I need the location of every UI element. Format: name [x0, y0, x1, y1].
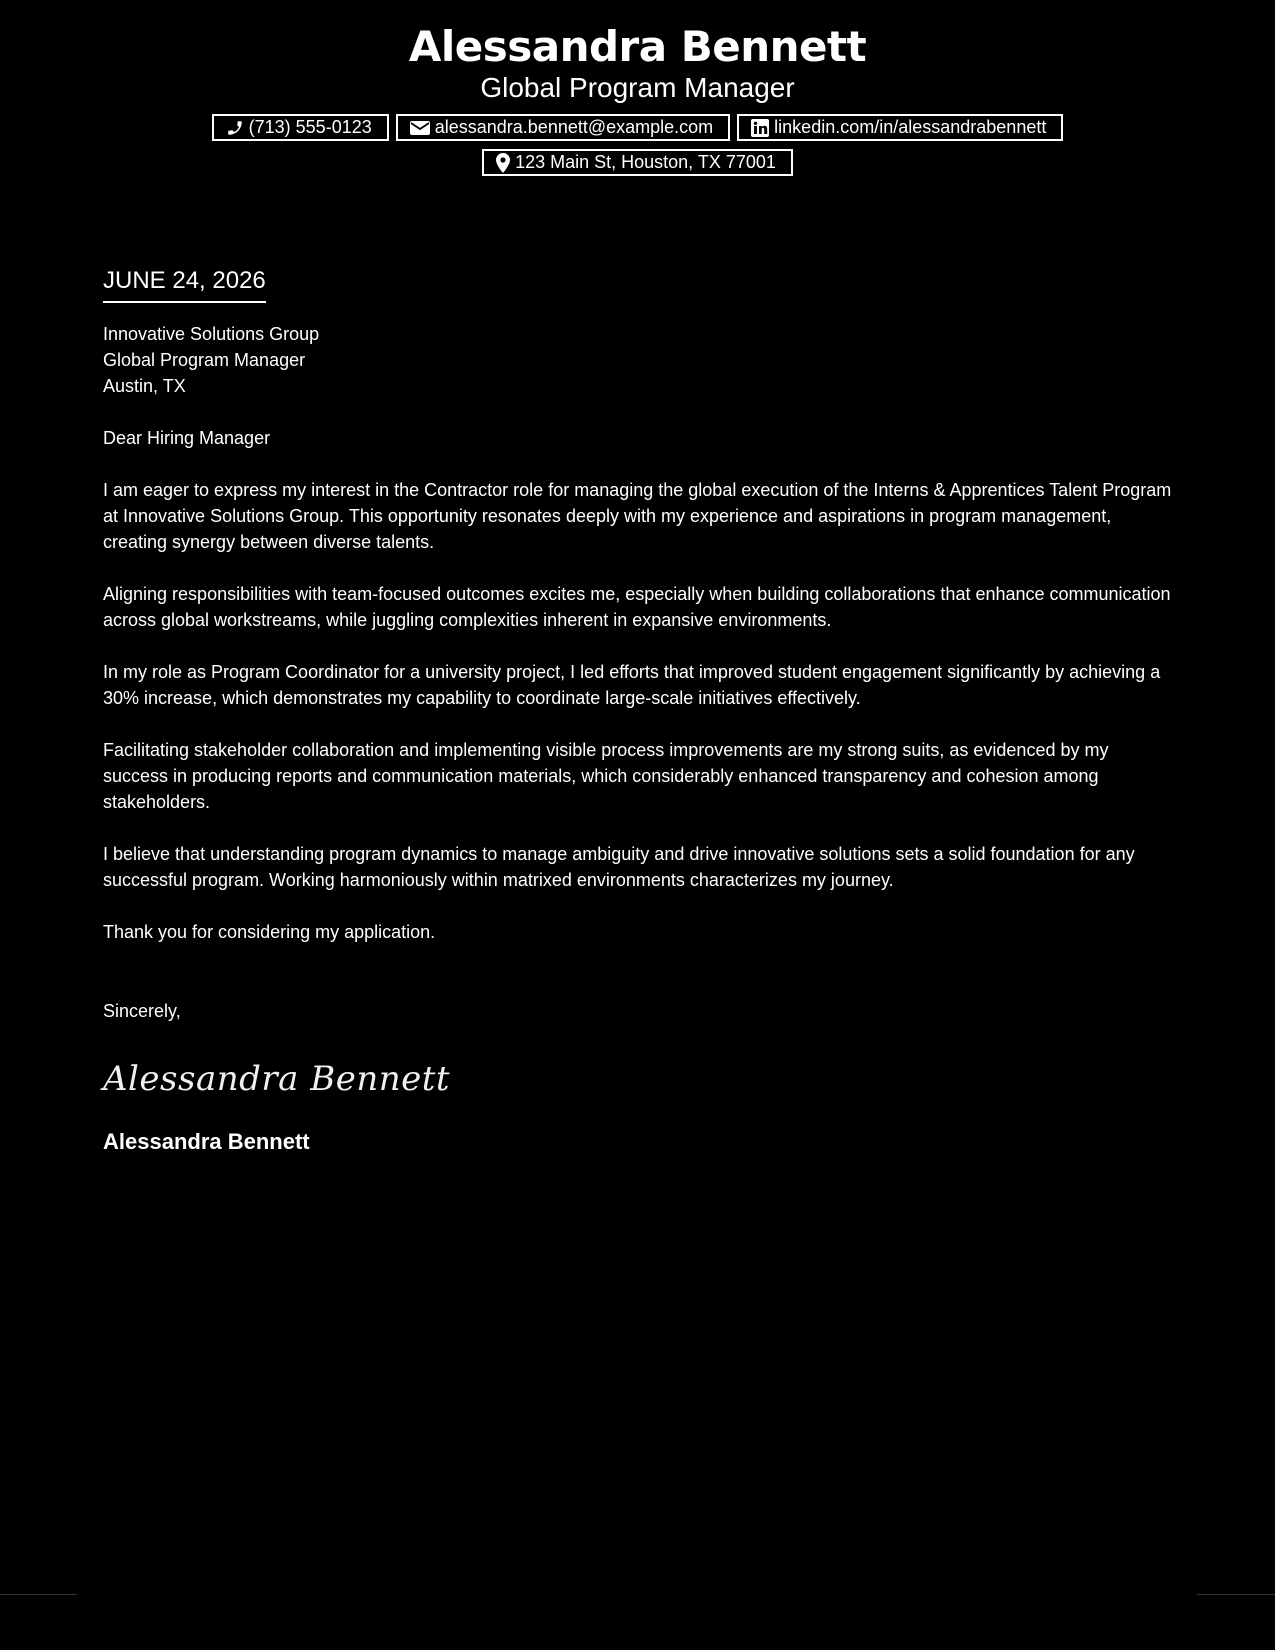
paragraph: In my role as Program Coordinator for a university project, I led efforts that improved student engagement significantly by achieving a 30% increase, which demonstrates my capability to coordinate large-scale initiatives effectively.: [103, 662, 1161, 708]
linkedin-icon: [751, 119, 769, 137]
map-marker-icon: [496, 153, 510, 173]
linkedin-text: linkedin.com/in/alessandrabennett: [774, 117, 1047, 137]
contact-linkedin[interactable]: [737, 114, 1063, 141]
applicant-name: Alessandra Bennett: [408, 22, 867, 71]
phone-text: (713) 555-0123: [248, 117, 372, 137]
envelope-icon: [410, 120, 430, 136]
footer-rule-right: [1197, 1594, 1275, 1595]
paragraph: Facilitating stakeholder collaboration and implementing visible process improvements are my strong suits, as evidenced by my success in producing reports and communication materials, which considerably enhanced transparency and cohesion among stakeholders.: [103, 740, 1109, 812]
phone-icon: [226, 119, 244, 137]
signature: Alessandra Bennett: [103, 1059, 451, 1099]
paragraph: Aligning responsibilities with team-focused outcomes excites me, especially when building collaborations that enhance communication across global workstreams, while juggling complexities inherent in expansive environments.: [103, 584, 1171, 630]
recipient-company: Innovative Solutions Group: [103, 324, 320, 344]
closing: Sincerely,: [103, 1001, 181, 1021]
contact-list: [178, 114, 1098, 176]
contact-phone[interactable]: [212, 114, 389, 141]
recipient-location: Austin, TX: [103, 376, 186, 396]
address-text: 123 Main St, Houston, TX 77001: [515, 152, 776, 172]
recipient-position: Global Program Manager: [103, 350, 306, 370]
letter-header: [0, 22, 1275, 176]
signed-name: Alessandra Bennett: [103, 1129, 310, 1154]
footer-rule-left: [0, 1594, 77, 1595]
email-text: alessandra.bennett@example.com: [434, 117, 714, 137]
contact-address[interactable]: [482, 149, 793, 176]
letter-body: [103, 266, 1173, 1156]
applicant-title: Global Program Manager: [480, 72, 795, 103]
paragraph: Thank you for considering my application.: [103, 922, 436, 942]
contact-email[interactable]: [396, 114, 730, 141]
salutation: Dear Hiring Manager: [103, 428, 271, 448]
paragraph: I believe that understanding program dynamics to manage ambiguity and drive innovative solutions sets a solid foundation for any successful program. Working harmoniously within matrixed environments characterizes my journey.: [103, 844, 1135, 890]
paragraph: I am eager to express my interest in the Contractor role for managing the global execution of the Interns & Apprentices Talent Program at Innovative Solutions Group. This opportunity resonates deeply with my experience and aspirations in program management, creating synergy between diverse talents.: [103, 480, 1172, 552]
recipient-block: [103, 321, 1173, 399]
letter-date: JUNE 24, 2026: [103, 266, 266, 303]
